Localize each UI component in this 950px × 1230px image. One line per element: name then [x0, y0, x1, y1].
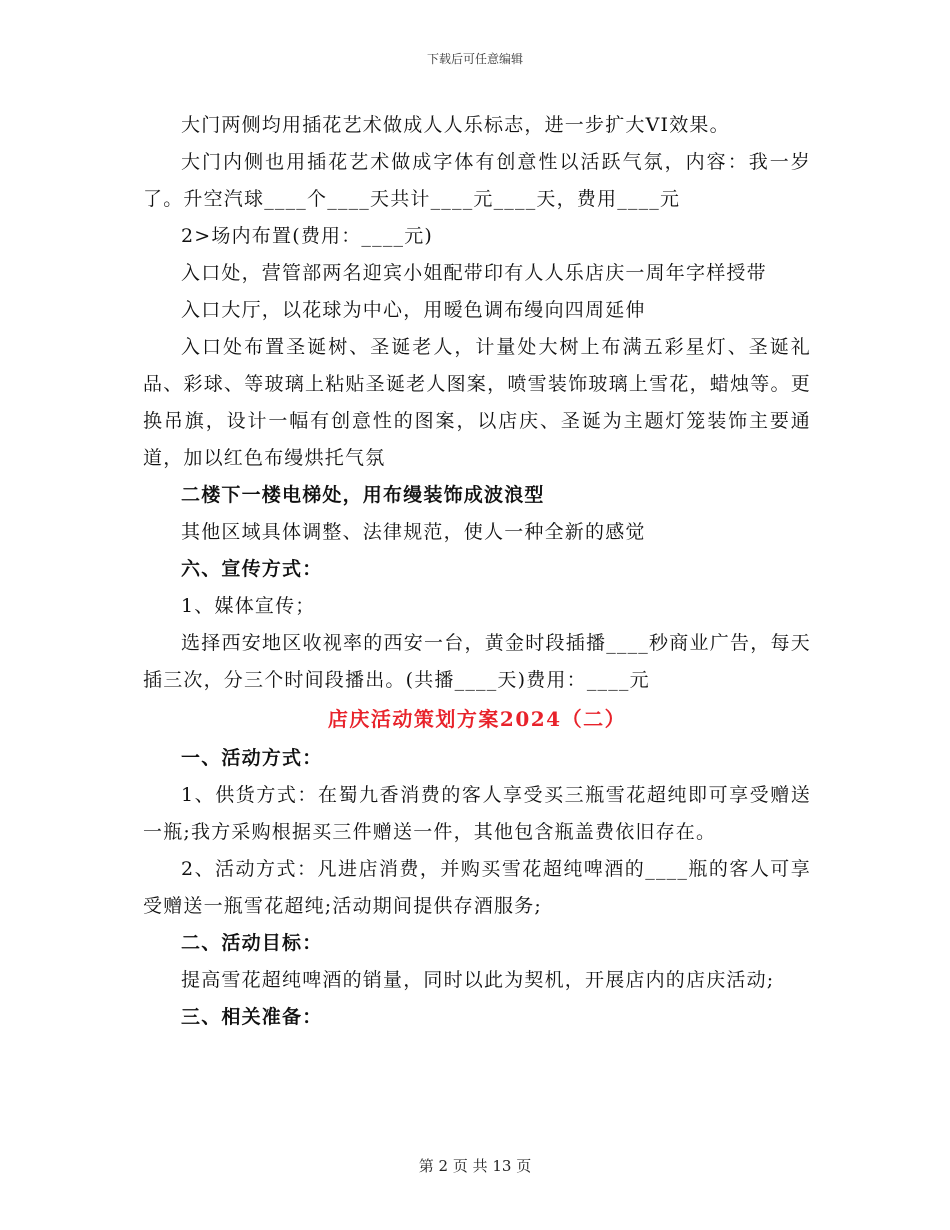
paragraph: 入口处布置圣诞树、圣诞老人，计量处大树上布满五彩星灯、圣诞礼品、彩球、等玻璃上粘贴圣诞老人图案，喷雪装饰玻璃上雪花，蜡烛等。更换吊旗，设计一幅有创意性的图案，以店庆、圣诞为主题灯笼装饰主要通道，加以红色布缦烘托气氛	[143, 336, 811, 469]
paragraph: 入口大厅，以花球为中心，用暧色调布缦向四周延伸	[181, 299, 646, 321]
paragraph: 2>场内布置(费用：____元)	[181, 225, 434, 247]
paragraph: 1、供货方式：在蜀九香消费的客人享受买三瓶雪花超纯即可享受赠送一瓶;我方采购根据买三件赠送一件，其他包含瓶盖费依旧存在。	[143, 784, 811, 843]
page-header: 下载后可任意编辑	[426, 52, 523, 66]
section-heading-activity-method: 一、活动方式：	[181, 747, 323, 769]
paragraph: 2、活动方式：凡进店消费，并购买雪花超纯啤酒的____瓶的客人可享受赠送一瓶雪花超纯;活动期间提供存酒服务;	[143, 858, 811, 917]
paragraph: 大门两侧均用插花艺术做成人人乐标志，进一步扩大VI效果。	[181, 114, 730, 136]
section-title: 店庆活动策划方案2024（二）	[327, 707, 627, 731]
document-body	[143, 107, 811, 1036]
section-heading-publicity: 六、宣传方式：	[181, 558, 323, 580]
paragraph: 选择西安地区收视率的西安一台，黄金时段插播____秒商业广告，每天插三次，分三个时间段播出。(共播____天)费用：____元	[143, 632, 811, 691]
page-footer: 第 2 页 共 13 页	[418, 1157, 532, 1175]
paragraph: 其他区域具体调整、法律规范，使人一种全新的感觉	[181, 521, 646, 543]
bold-paragraph: 二楼下一楼电梯处，用布缦装饰成波浪型	[181, 484, 545, 506]
section-heading-preparation: 三、相关准备：	[181, 1006, 323, 1028]
section-heading-activity-goal: 二、活动目标：	[181, 932, 323, 954]
paragraph: 大门内侧也用插花艺术做成字体有创意性以活跃气氛，内容：我一岁了。升空汽球____个____天共计____元____天，费用____元	[143, 151, 811, 210]
subheading-media: 1、媒体宣传；	[181, 595, 316, 617]
paragraph: 入口处，营管部两名迎宾小姐配带印有人人乐店庆一周年字样授带	[181, 262, 767, 284]
paragraph: 提高雪花超纯啤酒的销量，同时以此为契机，开展店内的店庆活动;	[181, 969, 775, 991]
